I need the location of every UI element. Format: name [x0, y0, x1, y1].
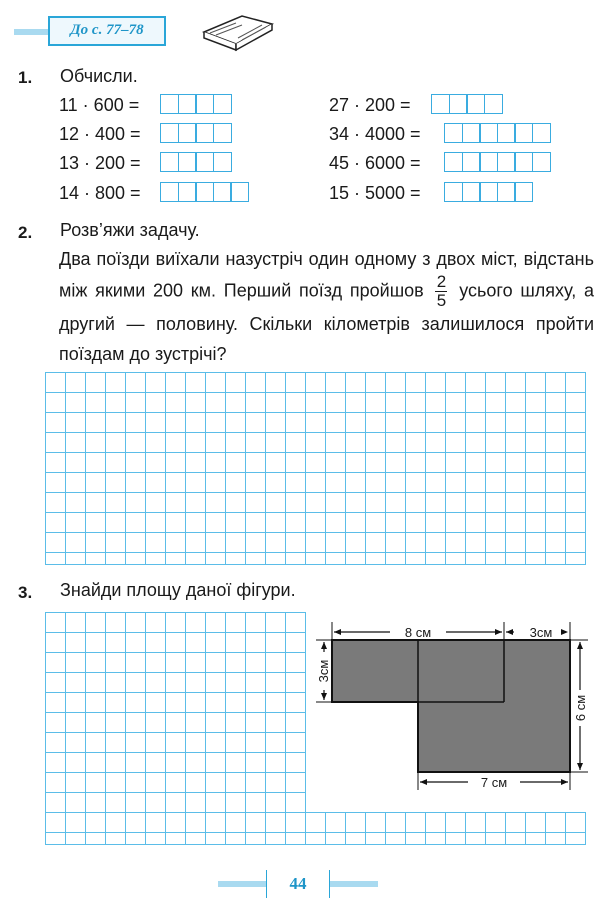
- task2-text-part1: Два поїзди виїхали назустріч один одному з двох міст, відстань між якими 200 км. Перший поїзд пройшов: [59, 249, 594, 301]
- task1-right-expr-2: 34 · 4000 =: [329, 124, 421, 144]
- page-reference-text: До с. 77–78: [70, 22, 144, 38]
- task1-right-expr-3: 45 · 6000 =: [329, 153, 421, 173]
- answer-cells[interactable]: [160, 94, 230, 114]
- task1-left-expr-1: 11 · 600 =: [59, 95, 140, 115]
- dim-top-left: 8 см: [404, 625, 432, 640]
- dim-bottom: 7 см: [480, 775, 508, 790]
- task2-title: Розв’яжи задачу.: [60, 220, 200, 240]
- task2-problem-text: [59, 244, 594, 369]
- dim-top-right: 3см: [529, 625, 553, 640]
- answer-cells[interactable]: [160, 152, 230, 172]
- task1-right-expr-4: 15 · 5000 =: [329, 183, 421, 203]
- open-book-icon: [198, 10, 278, 52]
- task1-left-expr-2: 12 · 400 =: [59, 124, 141, 144]
- dim-right: 6 см: [573, 694, 588, 722]
- task3-answer-grid-bottom[interactable]: [305, 812, 586, 845]
- fraction: $\frac{2}{5}$: [436, 272, 447, 310]
- task1-number: 1.: [18, 68, 33, 87]
- task2-number: 2.: [18, 223, 33, 242]
- task3-number: 3.: [18, 583, 33, 602]
- task1-right-expr-1: 27 · 200 =: [329, 95, 411, 115]
- header-stripe-left: [14, 29, 50, 35]
- dim-left: 3см: [316, 659, 331, 683]
- task3-answer-grid-left[interactable]: [45, 612, 306, 845]
- footer-stripe-right: [330, 881, 378, 887]
- answer-cells[interactable]: [160, 123, 230, 143]
- task3-title: Знайди площу даної фігури.: [60, 580, 296, 600]
- answer-cells[interactable]: [444, 152, 549, 172]
- answer-cells[interactable]: [444, 182, 532, 202]
- task2-answer-grid[interactable]: [45, 372, 586, 565]
- figure-shape: [332, 640, 570, 772]
- task2-text-part2: усього шляху, а другий — половину. Скільки кілометрів залишилося пройти поїздам до зустрічі?: [59, 280, 594, 364]
- footer-stripe-left: [218, 881, 266, 887]
- task1-left-expr-4: 14 · 800 =: [59, 183, 141, 203]
- answer-cells[interactable]: [444, 123, 549, 143]
- task1-left-expr-3: 13 · 200 =: [59, 153, 141, 173]
- answer-cells[interactable]: [431, 94, 501, 114]
- page-number: 44: [266, 870, 330, 898]
- page-reference-tag: [48, 16, 166, 46]
- answer-cells[interactable]: [160, 182, 248, 202]
- task3-figure: [308, 612, 600, 812]
- task1-title: Обчисли.: [60, 66, 138, 86]
